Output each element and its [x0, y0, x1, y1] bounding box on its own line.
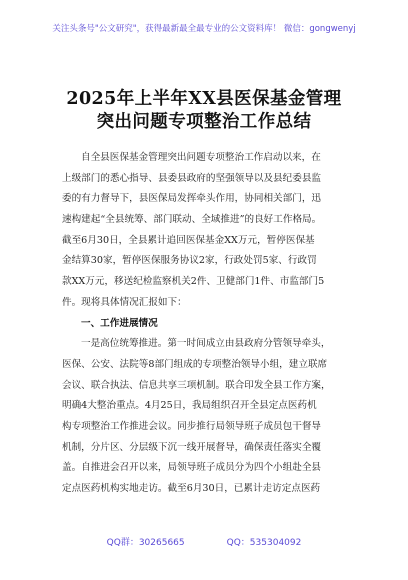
body-line: 会议、联合执法、信息共享三项机制。联合印发全县工作方案，: [62, 379, 331, 391]
body-line: 委的有力督导下，县医保局发挥牵头作用，协同相关部门，迅: [62, 193, 322, 205]
body-line: 金结算30家，暂停医保服务协议2家，行政处罚5家、行政罚: [62, 255, 317, 267]
footer-note: [0, 535, 408, 548]
body-line: 上级部门的悉心指导、县委县政府的坚强领导以及县纪委县监: [62, 172, 322, 184]
document-title-line1: 2025年上半年XX县医保基金管理: [66, 89, 342, 109]
section-heading: 一、工作进展情况: [81, 317, 158, 329]
header-note: 关注头条号"公文研究"，获得最新最全最专业的公文资料库！ 微信：gongwenyj: [52, 24, 356, 34]
document-body: [62, 148, 362, 500]
document-title-line2: 突出问题专项整治工作总结: [96, 112, 312, 132]
qq-text: QQ：535304092: [226, 538, 302, 548]
body-line: 明确4大整治重点。4月25日，我局组织召开全县定点医药机: [62, 400, 317, 412]
body-line: 速构建起“全县统筹、部门联动、全域推进”的良好工作格局。: [62, 214, 322, 226]
body-line: 医保、公安、法院等8部门组成的专项整治领导小组，建立联席: [62, 358, 328, 370]
body-line: 款XX万元，移送纪检监察机关2件、卫健部门1件、市监部门5: [62, 276, 325, 288]
body-line: 自全县医保基金管理突出问题专项整治工作启动以来，在: [81, 152, 321, 163]
qq-group-text: QQ群：30265665: [106, 538, 185, 548]
body-line: 截至6月30日，全县累计追回医保基金XX万元，暂停医保基: [62, 234, 315, 246]
body-line: 盖。自推进会召开以来，局领导班子成员分为四个小组赴全县: [62, 462, 322, 474]
body-line: 件。现将具体情况汇报如下：: [62, 296, 187, 308]
body-line: 定点医药机构实地走访。截至6月30日，已累计走访定点医药: [62, 483, 321, 494]
body-line: 构专项整治工作推进会议。同步推行局领导班子成员包干督导: [62, 420, 322, 432]
body-line: 一是高位统筹推进。第一时间成立由县政府分管领导牵头，: [81, 338, 331, 350]
body-line: 机制，分片区、分层级下沉一线开展督导，确保责任落实全覆: [62, 441, 322, 453]
